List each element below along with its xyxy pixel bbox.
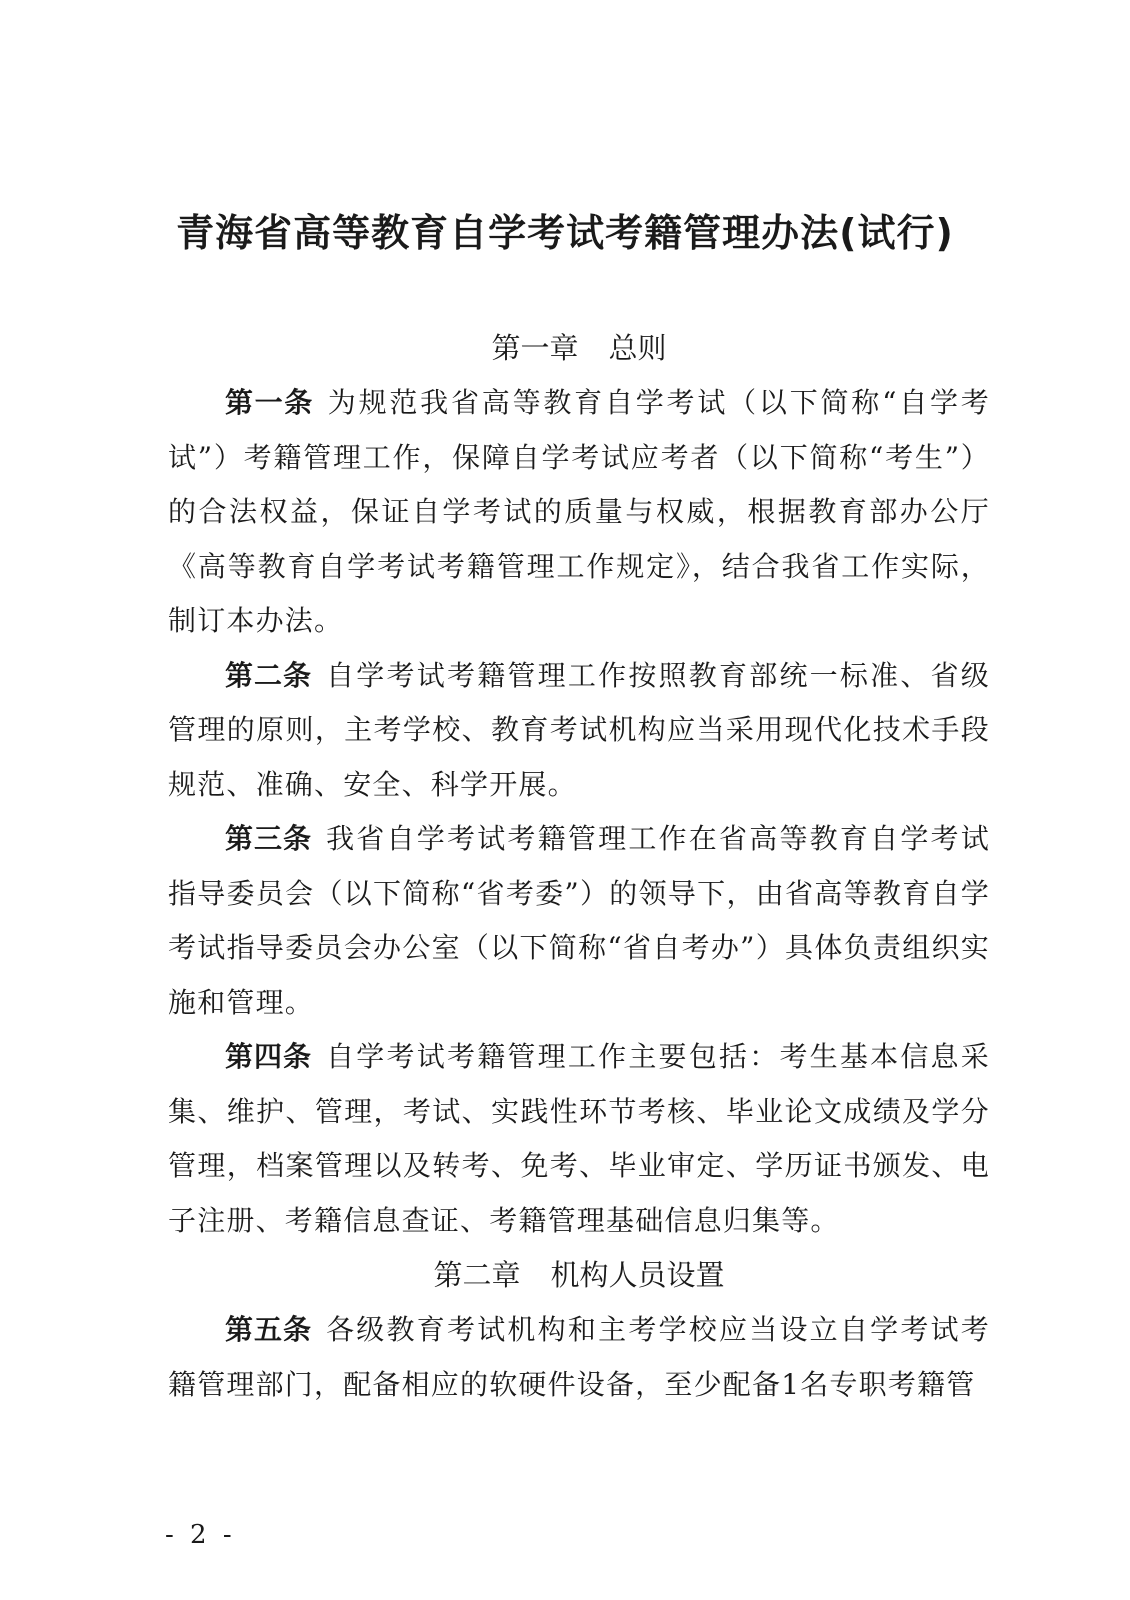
article-label: 第一条 xyxy=(225,386,314,419)
article-2 xyxy=(168,649,990,813)
article-3 xyxy=(168,812,990,1030)
article-text: 自学考试考籍管理工作主要包括：考生基本信息采集、维护、管理，考试、实践性环节考核、毕业论文成绩及学分管理，档案管理以及转考、免考、毕业审定、学历证书颁发、电子注册、考籍信息查证、考籍管理基础信息归集等。 xyxy=(168,1040,990,1237)
chapter-number: 第一章 xyxy=(491,331,579,365)
article-5 xyxy=(168,1303,990,1412)
article-text: 各级教育考试机构和主考学校应当设立自学考试考籍管理部门，配备相应的软硬件设备，至少配备1名专职考籍管 xyxy=(168,1313,990,1401)
document-title: 青海省高等教育自学考试考籍管理办法(试行) xyxy=(176,211,954,255)
article-label: 第五条 xyxy=(225,1313,313,1346)
article-text: 为规范我省高等教育自学考试（以下简称“自学考试”）考籍管理工作，保障自学考试应考者（以下简称“考生”）的合法权益，保证自学考试的质量与权威，根据教育部办公厅《高等教育自学考试考籍管理工作规定》，结合我省工作实际，制订本办法。 xyxy=(168,386,990,637)
document-body xyxy=(168,321,990,1412)
chapter-heading-1 xyxy=(168,321,990,376)
article-label: 第四条 xyxy=(225,1040,313,1073)
chapter-number: 第二章 xyxy=(433,1258,521,1292)
page-number: - 2 - xyxy=(165,1520,236,1550)
chapter-name: 机构人员设置 xyxy=(550,1258,725,1292)
article-label: 第三条 xyxy=(225,822,313,855)
chapter-name: 总则 xyxy=(608,331,667,365)
article-text: 我省自学考试考籍管理工作在省高等教育自学考试指导委员会（以下简称“省考委”）的领导下，由省高等教育自学考试指导委员会办公室（以下简称“省自考办”）具体负责组织实施和管理。 xyxy=(168,822,990,1019)
article-label: 第二条 xyxy=(225,658,313,692)
article-text: 自学考试考籍管理工作按照教育部统一标准、省级管理的原则，主考学校、教育考试机构应当采用现代化技术手段规范、准确、安全、科学开展。 xyxy=(168,658,990,801)
article-1 xyxy=(168,376,990,649)
chapter-heading-2 xyxy=(168,1248,990,1303)
article-4 xyxy=(168,1030,990,1248)
